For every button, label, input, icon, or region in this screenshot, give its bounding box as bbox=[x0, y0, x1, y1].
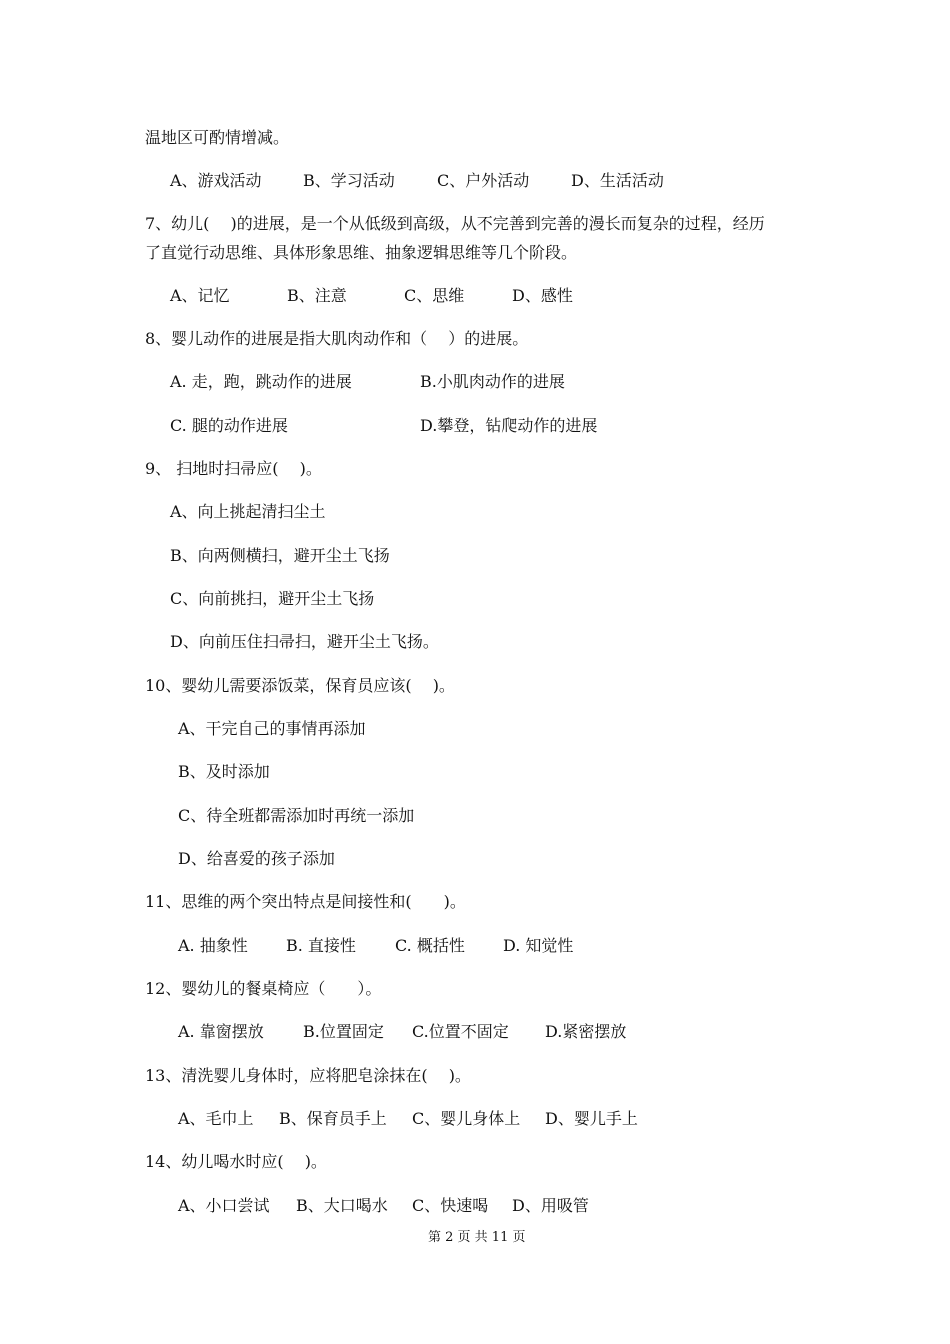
q6-option-d: D、生活活动 bbox=[571, 171, 664, 190]
q10-option-d: D、给喜爱的孩子添加 bbox=[178, 849, 335, 868]
q14-option-c: C、快速喝 bbox=[412, 1196, 489, 1215]
q10-option-c: C、待全班都需添加时再统一添加 bbox=[178, 806, 415, 825]
q10-option-a: A、干完自己的事情再添加 bbox=[178, 719, 366, 738]
q11-option-a: A. 抽象性 bbox=[178, 936, 248, 955]
q9-option-b: B、向两侧横扫，避开尘土飞扬 bbox=[170, 546, 390, 565]
q9-option-a: A、向上挑起清扫尘土 bbox=[170, 502, 326, 521]
q6-option-b: B、学习活动 bbox=[303, 171, 395, 190]
q13-option-a: A、毛巾上 bbox=[178, 1109, 254, 1128]
q12-option-d: D.紧密摆放 bbox=[545, 1022, 627, 1041]
q6-option-a: A、游戏活动 bbox=[170, 171, 262, 190]
q9-option-d: D、向前压住扫帚扫，避开尘土飞扬。 bbox=[170, 632, 439, 651]
q8-option-b: B.小肌肉动作的进展 bbox=[420, 372, 565, 391]
q14-option-d: D、用吸管 bbox=[512, 1196, 589, 1215]
q9-option-c: C、向前挑扫，避开尘土飞扬 bbox=[170, 589, 375, 608]
q12-option-b: B.位置固定 bbox=[303, 1022, 384, 1041]
q6-option-c: C、户外活动 bbox=[437, 171, 530, 190]
q8-option-d: D.攀登，钻爬动作的进展 bbox=[420, 416, 598, 435]
q8-option-c: C. 腿的动作进展 bbox=[170, 416, 288, 435]
q13-option-c: C、婴儿身体上 bbox=[412, 1109, 521, 1128]
q13-option-b: B、保育员手上 bbox=[279, 1109, 387, 1128]
q11-option-d: D. 知觉性 bbox=[503, 936, 574, 955]
q9-stem: 9、 扫地时扫帚应( )。 bbox=[145, 459, 322, 478]
q12-option-a: A. 靠窗摆放 bbox=[178, 1022, 264, 1041]
q11-option-c: C. 概括性 bbox=[395, 936, 465, 955]
q8-stem: 8、婴儿动作的进展是指大肌肉动作和（ ）的进展。 bbox=[145, 329, 529, 348]
intro-line: 温地区可酌情增减。 bbox=[145, 128, 290, 147]
q8-option-a: A. 走，跑，跳动作的进展 bbox=[170, 372, 352, 391]
q14-stem: 14、幼儿喝水时应( )。 bbox=[145, 1152, 327, 1171]
q10-stem: 10、婴幼儿需要添饭菜，保育员应该( )。 bbox=[145, 676, 455, 695]
q7-stem-line1: 7、幼儿( )的进展，是一个从低级到高级，从不完善到完善的漫长而复杂的过程，经历 bbox=[145, 214, 765, 233]
q10-option-b: B、及时添加 bbox=[178, 762, 270, 781]
q12-option-c: C.位置不固定 bbox=[412, 1022, 509, 1041]
q14-option-a: A、小口尝试 bbox=[178, 1196, 270, 1215]
q7-option-b: B、注意 bbox=[287, 286, 347, 305]
q7-option-d: D、感性 bbox=[512, 286, 573, 305]
q11-option-b: B. 直接性 bbox=[286, 936, 356, 955]
q13-option-d: D、婴儿手上 bbox=[545, 1109, 638, 1128]
q7-option-c: C、思维 bbox=[404, 286, 465, 305]
q11-stem: 11、思维的两个突出特点是间接性和( )。 bbox=[145, 892, 466, 911]
q13-stem: 13、清洗婴儿身体时，应将肥皂涂抹在( )。 bbox=[145, 1066, 471, 1085]
q7-option-a: A、记忆 bbox=[170, 286, 230, 305]
q14-option-b: B、大口喝水 bbox=[296, 1196, 388, 1215]
q7-stem-line2: 了直觉行动思维、具体形象思维、抽象逻辑思维等几个阶段。 bbox=[145, 243, 578, 262]
page-footer: 第 2 页 共 11 页 bbox=[428, 1230, 526, 1245]
q12-stem: 12、婴幼儿的餐桌椅应（ ）。 bbox=[145, 979, 382, 998]
